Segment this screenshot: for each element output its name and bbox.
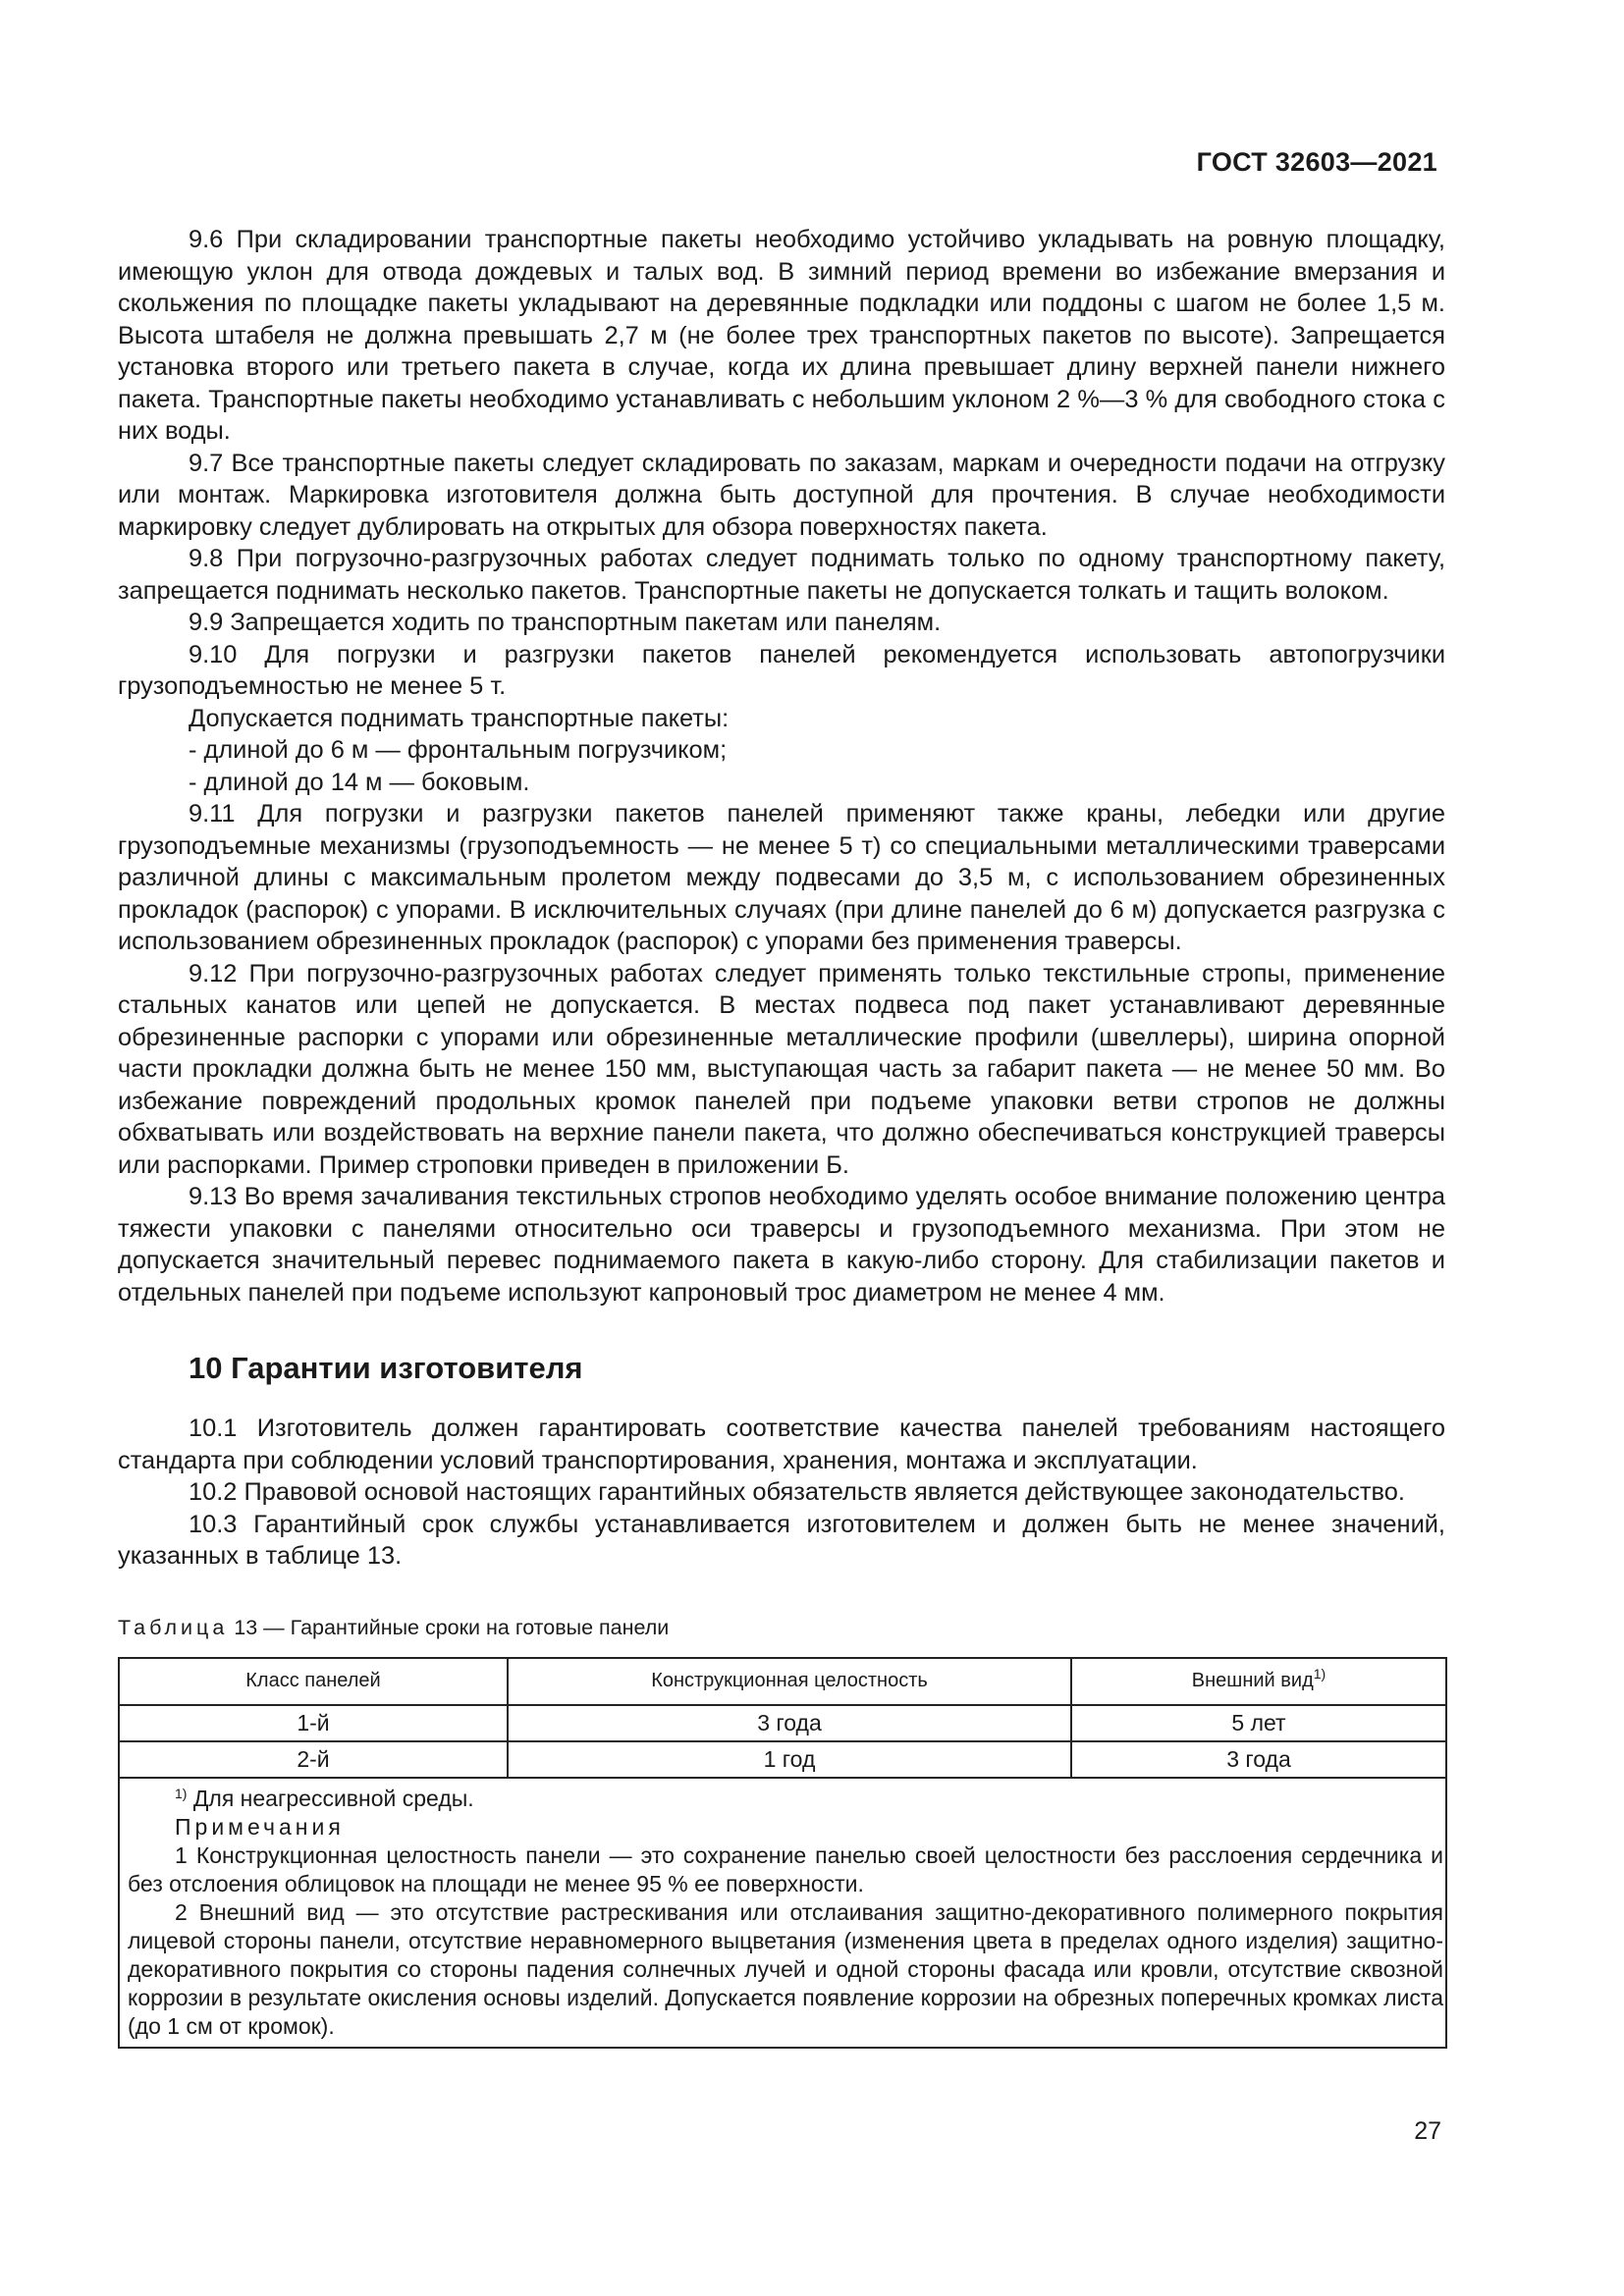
paragraph-9-10: 9.10 Для погрузки и разгрузки пакетов панелей рекомендуется использовать автопогрузчики грузоподъемностью не менее 5 т. [118, 640, 1445, 700]
table-cell: 1-й [119, 1705, 508, 1741]
list-item-side-loader: - длиной до 14 м — боковым. [189, 768, 530, 796]
footnote-mark: 1) [1313, 1666, 1326, 1682]
table-cell: 5 лет [1071, 1705, 1446, 1741]
table-row [119, 1741, 1446, 1778]
table-footnote: $^{1)}$ Для неагрессивной среды. [175, 1785, 474, 1811]
table-header-row [119, 1658, 1446, 1705]
page-body [118, 224, 1445, 2049]
header-structural-integrity: Конструкционная целостность [508, 1658, 1071, 1705]
paragraph-9-7: 9.7 Все транспортные пакеты следует складировать по заказам, маркам и очередности подачи на отгрузку или монтаж. Маркировка изготовителя должна быть доступной для прочтения. В случае необходимости маркировку следует дублировать на открытых для обзора поверхностях пакета. [118, 449, 1445, 541]
paragraph-9-13: 9.13 Во время зачаливания текстильных стропов необходимо уделять особое внимание положению центра тяжести упаковки с панелями относительно оси траверсы и грузоподъемного механизма. При этом не допускается значительный перевес поднимаемого пакета в какую-либо сторону. Для стабилизации пакетов и отдельных панелей при подъеме используют капроновый трос диаметром не менее 4 мм. [118, 1183, 1445, 1307]
table-cell: 3 года [508, 1705, 1071, 1741]
paragraph-lift-intro: Допускается поднимать транспортные пакеты: [189, 704, 730, 732]
table-notes-row [119, 1778, 1446, 2048]
header-appearance: Внешний вид$^{1)}$ [1071, 1658, 1446, 1705]
paragraph-10-2: 10.2 Правовой основой настоящих гарантийных обязательств является действующее законодательство. [189, 1478, 1405, 1506]
table-cell: 3 года [1071, 1741, 1446, 1778]
paragraph-10-3: 10.3 Гарантийный срок службы устанавливается изготовителем и должен быть не менее значений, указанных в таблице 13. [118, 1510, 1445, 1570]
table-row [119, 1705, 1446, 1741]
section-10-heading: 10 Гарантии изготовителя [189, 1351, 583, 1385]
table-cell: 1 год [508, 1741, 1071, 1778]
paragraph-9-9: 9.9 Запрещается ходить по транспортным пакетам или панелям. [189, 609, 942, 636]
table-caption [118, 1614, 1445, 1641]
document-id-header: ГОСТ 32603—2021 [1196, 147, 1437, 177]
paragraph-9-6: 9.6 При складировании транспортные пакеты необходимо устойчиво укладывать на ровную площадку, имеющую уклон для отвода дождевых и талых вод. В зимний период времени во избежание вмерзания и скольжения по площадке пакеты укладывают на деревянные подкладки или поддоны с шагом не более 1,5 м. Высота штабеля не должна превышать 2,7 м (не более трех транспортных пакетов по высоте). Запрещается установка второго или третьего пакета в случае, когда их длина превышает длину верхней панели нижнего пакета. Транспортные пакеты необходимо устанавливать с небольшим уклоном 2 %—3 % для свободного стока с них воды. [118, 226, 1445, 445]
note-1: 1 Конструкционная целостность панели — это сохранение панелью своей целостности без расслоения сердечника и без отслоения облицовок на площади не менее 95 % ее поверхности. [128, 1842, 1443, 1896]
table-cell: 2-й [119, 1741, 508, 1778]
paragraph-10-1: 10.1 Изготовитель должен гарантировать соответствие качества панелей требованиям настоящего стандарта при соблюдении условий транспортирования, хранения, монтажа и эксплуатации. [118, 1415, 1445, 1474]
list-item-front-loader: - длиной до 6 м — фронтальным погрузчиком; [189, 736, 728, 764]
header-panel-class: Класс панелей [119, 1658, 508, 1705]
table-caption-label: Таблица [118, 1615, 229, 1639]
page-number: 27 [1414, 2117, 1441, 2145]
paragraph-9-11: 9.11 Для погрузки и разгрузки пакетов панелей применяют также краны, лебедки или другие грузоподъемные механизмы (грузоподъемность — не менее 5 т) со специальными металлическими траверсами различной длины с максимальным пролетом между подвесами до 3,5 м, с использованием обрезиненных прокладок (распорок) с упорами. В исключительных случаях (при длине панелей до 6 м) допускается разгрузка с использованием обрезиненных прокладок (распорок) с упорами без применения траверсы. [118, 800, 1445, 955]
warranty-table [118, 1657, 1447, 2049]
notes-title: Примечания [175, 1813, 345, 1840]
note-2: 2 Внешний вид — это отсутствие растрескивания или отслаивания защитно-декоративного полимерного покрытия лицевой стороны панели, отсутствие неравномерного выцветания (изменения цвета в пределах одного изделия) защитно-декоративного покрытия со стороны падения солнечных лучей и одной стороны фасада или кровли, отсутствие сквозной коррозии в результате окисления основы изделий. Допускается появление коррозии на обрезных поперечных кромках листа (до 1 см от кромок). [128, 1898, 1443, 2039]
table-notes [119, 1778, 1446, 2048]
paragraph-9-12: 9.12 При погрузочно-разгрузочных работах следует применять только текстильные стропы, применение стальных канатов или цепей не допускается. В местах подвеса под пакет устанавливают деревянные обрезиненные распорки с упорами или обрезиненные металлические профили (швеллеры), ширина опорной части прокладки должна быть не менее 150 мм, выступающая часть за габарит пакета — не менее 50 мм. Во избежание повреждений продольных кромок панелей при подъеме упаковки ветви стропов не должны обхватывать или воздействовать на верхние панели пакета, что должно обеспечиваться конструкцией траверсы или распорками. Пример строповки приведен в приложении Б. [118, 959, 1445, 1179]
paragraph-9-8: 9.8 При погрузочно-разгрузочных работах следует поднимать только по одному транспортному пакету, запрещается поднимать несколько пакетов. Транспортные пакеты не допускается толкать и тащить волоком. [118, 545, 1445, 605]
table-caption-text: 13 — Гарантийные сроки на готовые панели [234, 1615, 670, 1639]
